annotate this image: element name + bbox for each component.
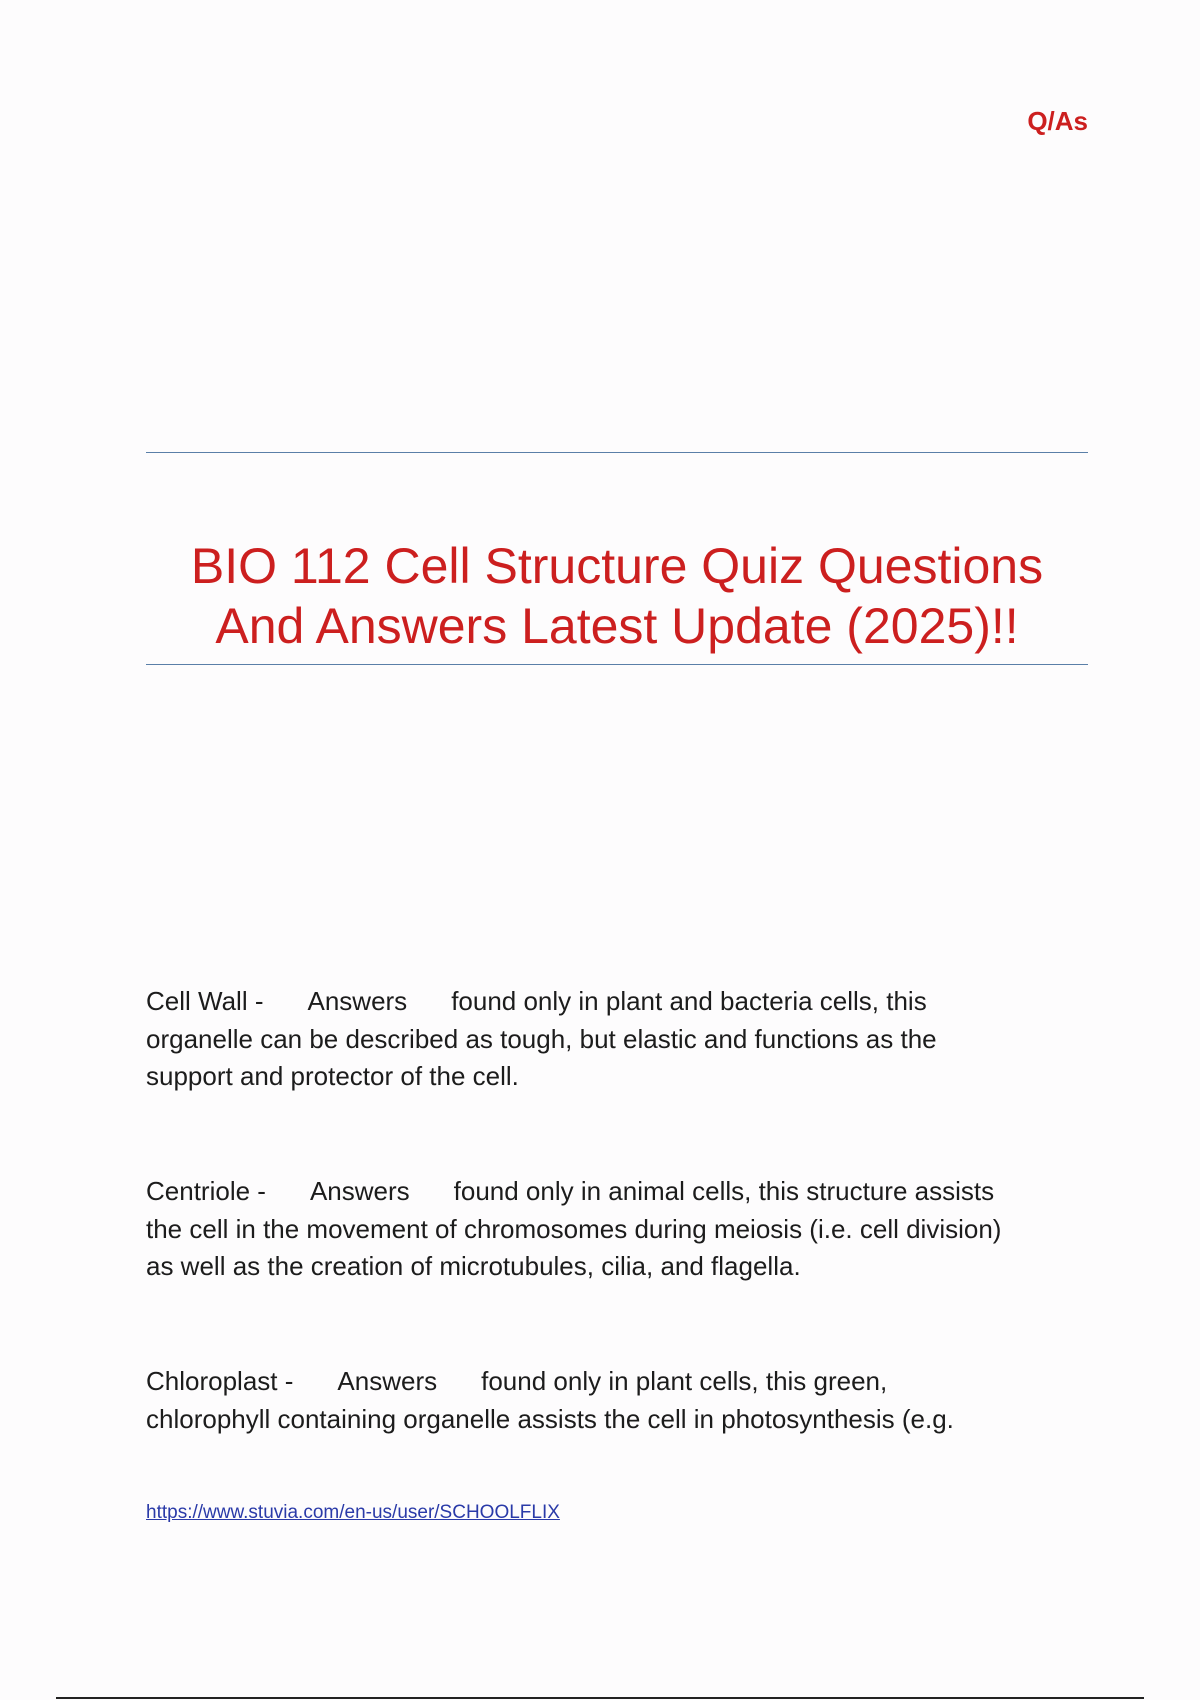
qa-term: Chloroplast - xyxy=(146,1366,294,1396)
title-top-rule xyxy=(146,452,1088,453)
qa-first-line xyxy=(146,1173,1106,1211)
document-title-line-1: BIO 112 Cell Structure Quiz Questions xyxy=(190,538,1044,594)
header-qas-label: Q/As xyxy=(1027,106,1088,136)
qa-answer-line: chlorophyll containing organelle assists the cell in photosynthesis (e.g. xyxy=(146,1403,954,1434)
footer-rule xyxy=(56,1697,1144,1699)
qa-answer-line: the cell in the movement of chromosomes during meiosis (i.e. cell division) xyxy=(146,1213,1002,1244)
document-title xyxy=(146,536,1088,656)
qa-answer-start: found only in animal cells, this structure assists xyxy=(453,1176,995,1206)
qa-entry-centriole xyxy=(146,1173,1106,1286)
qa-answer-line: as well as the creation of microtubules, cilia, and flagella. xyxy=(146,1251,801,1281)
qa-answers-label: Answers xyxy=(309,1176,410,1206)
qa-first-line xyxy=(146,1363,1106,1401)
qa-answers-label: Answers xyxy=(307,986,408,1016)
qa-entry-chloroplast xyxy=(146,1363,1106,1438)
qa-entry-cell-wall xyxy=(146,983,1106,1096)
qa-term: Cell Wall - xyxy=(146,986,264,1016)
qa-answers-label: Answers xyxy=(337,1366,438,1396)
qa-answer-start: found only in plant and bacteria cells, this xyxy=(451,986,927,1016)
qa-answer-line: support and protector of the cell. xyxy=(146,1061,519,1091)
source-url-link[interactable]: https://www.stuvia.com/en-us/user/SCHOOLFLIX xyxy=(146,1502,560,1523)
qa-first-line xyxy=(146,983,1106,1021)
title-bottom-rule xyxy=(146,664,1088,665)
qa-answer-start: found only in plant cells, this green, xyxy=(481,1366,888,1396)
document-title-line-2: And Answers Latest Update (2025)!! xyxy=(215,598,1019,654)
qa-answer-line: organelle can be described as tough, but elastic and functions as the xyxy=(146,1023,937,1054)
qa-term: Centriole - xyxy=(146,1176,266,1206)
